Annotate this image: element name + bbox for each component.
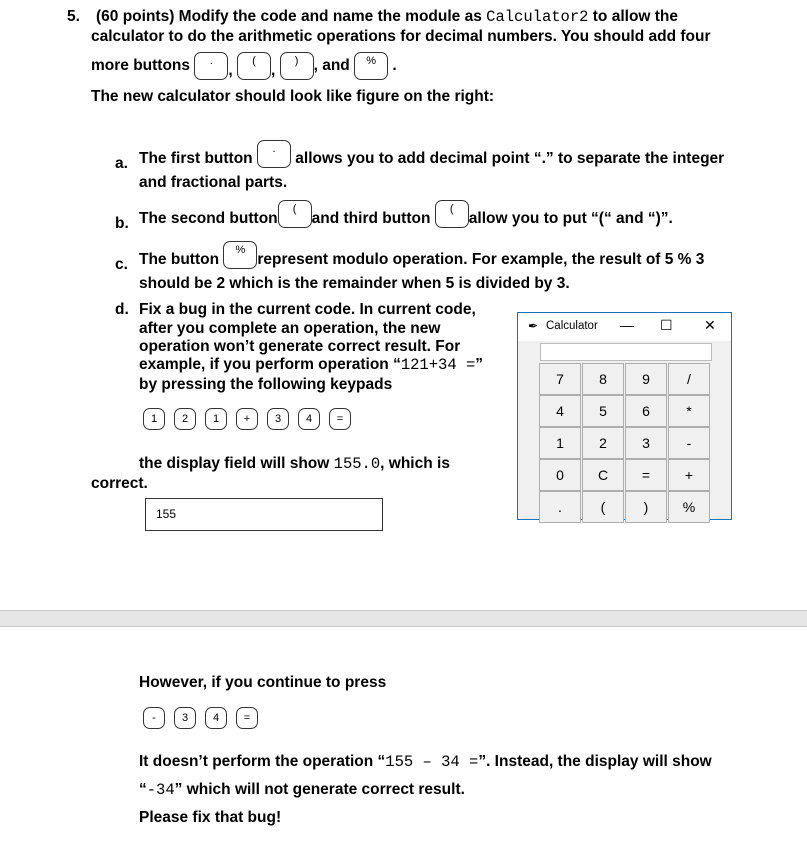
- calc-key[interactable]: 3: [625, 427, 667, 459]
- calc-key[interactable]: -: [668, 427, 710, 459]
- question-line-3: [91, 52, 397, 80]
- calc-key[interactable]: *: [668, 395, 710, 427]
- question-line-1: [96, 8, 678, 26]
- continue-line-3-pre: “: [139, 781, 147, 798]
- keypad-key-image: 1: [205, 408, 227, 430]
- continue-line-2: [139, 753, 712, 771]
- keypad-sequence-1: [143, 408, 360, 430]
- item-c-line-2: should be 2 which is the remainder when 5 is divided by 3.: [139, 275, 570, 292]
- calc-key[interactable]: 0: [539, 459, 581, 491]
- calculator-window: [517, 312, 732, 520]
- continue-line-2-code: 155 – 34 =: [385, 753, 479, 771]
- comma: ,: [228, 62, 233, 79]
- item-d-line-5: by pressing the following keypads: [139, 376, 393, 393]
- calculator-entry[interactable]: [540, 343, 712, 361]
- feather-icon: ✒: [528, 319, 539, 333]
- item-a-line-1: [139, 140, 724, 168]
- item-a-label: a.: [115, 155, 128, 172]
- keypad-key-image: 4: [205, 707, 227, 729]
- item-b-label: b.: [115, 215, 129, 232]
- keypad-key-image: 2: [174, 408, 196, 430]
- item-b-pre: The second button: [139, 210, 278, 227]
- item-c-label: c.: [115, 256, 128, 273]
- item-b-line: [139, 200, 673, 228]
- question-line-2: calculator to do the arithmetic operations for decimal numbers. You should add four: [91, 28, 711, 45]
- question-line-3-pre: more buttons: [91, 57, 191, 74]
- comma: ,: [270, 62, 276, 79]
- item-b-post: allow you to put “(“ and “)”.: [468, 210, 673, 227]
- calc-key[interactable]: ): [625, 491, 667, 523]
- question-line-1-pre: (60 points) Modify the code and name the module as: [96, 8, 487, 25]
- calc-key[interactable]: 4: [539, 395, 581, 427]
- close-icon[interactable]: ✕: [704, 317, 716, 333]
- module-name: Calculator2: [486, 8, 589, 26]
- page-break: [0, 610, 807, 627]
- calc-key[interactable]: 6: [625, 395, 667, 427]
- display-code: 155.0: [333, 455, 381, 473]
- item-c-line-1: [139, 241, 704, 269]
- close-paren-key-image: ): [280, 52, 314, 80]
- item-d-label: d.: [115, 301, 129, 318]
- period: .: [392, 57, 397, 74]
- keypad-key-image: =: [236, 707, 258, 729]
- and-text: , and: [313, 57, 350, 74]
- item-a-pre: The first button: [139, 150, 253, 167]
- keypad-key-image: 4: [298, 408, 320, 430]
- calc-key[interactable]: .: [539, 491, 581, 523]
- item-d-line-1: Fix a bug in the current code. In current code,: [139, 301, 476, 318]
- correct-text: correct.: [91, 475, 148, 492]
- keypad-key-image: 3: [174, 707, 196, 729]
- calc-key[interactable]: %: [668, 491, 710, 523]
- item-a-post: allows you to add decimal point “.” to separate the integer: [295, 150, 725, 167]
- item-c-pre: The button: [139, 251, 220, 268]
- continue-line-2-pre: It doesn’t perform the operation “: [139, 753, 386, 770]
- calc-key[interactable]: =: [625, 459, 667, 491]
- question-number: 5.: [67, 8, 80, 25]
- question-line-4: The new calculator should look like figure on the right:: [91, 88, 495, 105]
- keypad-key-image: +: [236, 408, 258, 430]
- item-d-line-3: operation won’t generate correct result. For: [139, 338, 461, 355]
- maximize-icon[interactable]: ☐: [660, 317, 673, 333]
- display-field: [145, 498, 383, 531]
- item-d-line-4-pre: example, if you perform operation “: [139, 356, 401, 373]
- question-line-1-post: to allow the: [588, 8, 679, 25]
- calc-key[interactable]: 9: [625, 363, 667, 395]
- modulo-key-image: %: [223, 241, 257, 269]
- display-pre: the display field will show: [139, 455, 334, 472]
- calc-key[interactable]: /: [668, 363, 710, 395]
- continue-line-1: However, if you continue to press: [139, 674, 387, 691]
- open-paren-key-image: (: [237, 52, 271, 80]
- calculator-titlebar: [518, 313, 731, 341]
- operation-code: 121+34 =: [400, 356, 476, 374]
- calculator-title: Calculator: [546, 320, 598, 332]
- decimal-key-image: .: [257, 140, 291, 168]
- keypad-key-image: 3: [267, 408, 289, 430]
- calc-key[interactable]: +: [668, 459, 710, 491]
- calc-key[interactable]: C: [582, 459, 624, 491]
- display-value: 155: [156, 507, 177, 521]
- display-post: , which is: [380, 455, 450, 472]
- modulo-key-image: %: [354, 52, 388, 80]
- calc-key[interactable]: 5: [582, 395, 624, 427]
- keypad-sequence-2: [143, 707, 267, 729]
- open-paren-key-image: (: [278, 200, 312, 228]
- item-b-mid: and third button: [311, 210, 431, 227]
- continue-line-3: [139, 781, 465, 799]
- calc-key[interactable]: 1: [539, 427, 581, 459]
- item-d-line-4: [139, 356, 483, 374]
- calc-key[interactable]: 8: [582, 363, 624, 395]
- keypad-key-image: -: [143, 707, 165, 729]
- calc-key[interactable]: (: [582, 491, 624, 523]
- item-d-line-2: after you complete an operation, the new: [139, 320, 441, 337]
- keypad-key-image: =: [329, 408, 351, 430]
- display-sentence: [139, 455, 450, 473]
- minimize-icon[interactable]: —: [620, 317, 634, 333]
- calc-key[interactable]: 2: [582, 427, 624, 459]
- continue-line-3-code: -34: [146, 781, 175, 799]
- continue-line-3-post: ” which will not generate correct result.: [174, 781, 465, 798]
- continue-line-4: Please fix that bug!: [139, 809, 282, 826]
- open-paren-key-image: (: [435, 200, 469, 228]
- item-d-line-4-post: ”: [475, 356, 483, 373]
- item-a-line-2: and fractional parts.: [139, 174, 288, 191]
- decimal-key-image: .: [194, 52, 228, 80]
- item-c-post: represent modulo operation. For example, the result of 5 % 3: [257, 251, 705, 268]
- continue-line-2-post: ”. Instead, the display will show: [478, 753, 712, 770]
- keypad-key-image: 1: [143, 408, 165, 430]
- calc-key[interactable]: 7: [539, 363, 581, 395]
